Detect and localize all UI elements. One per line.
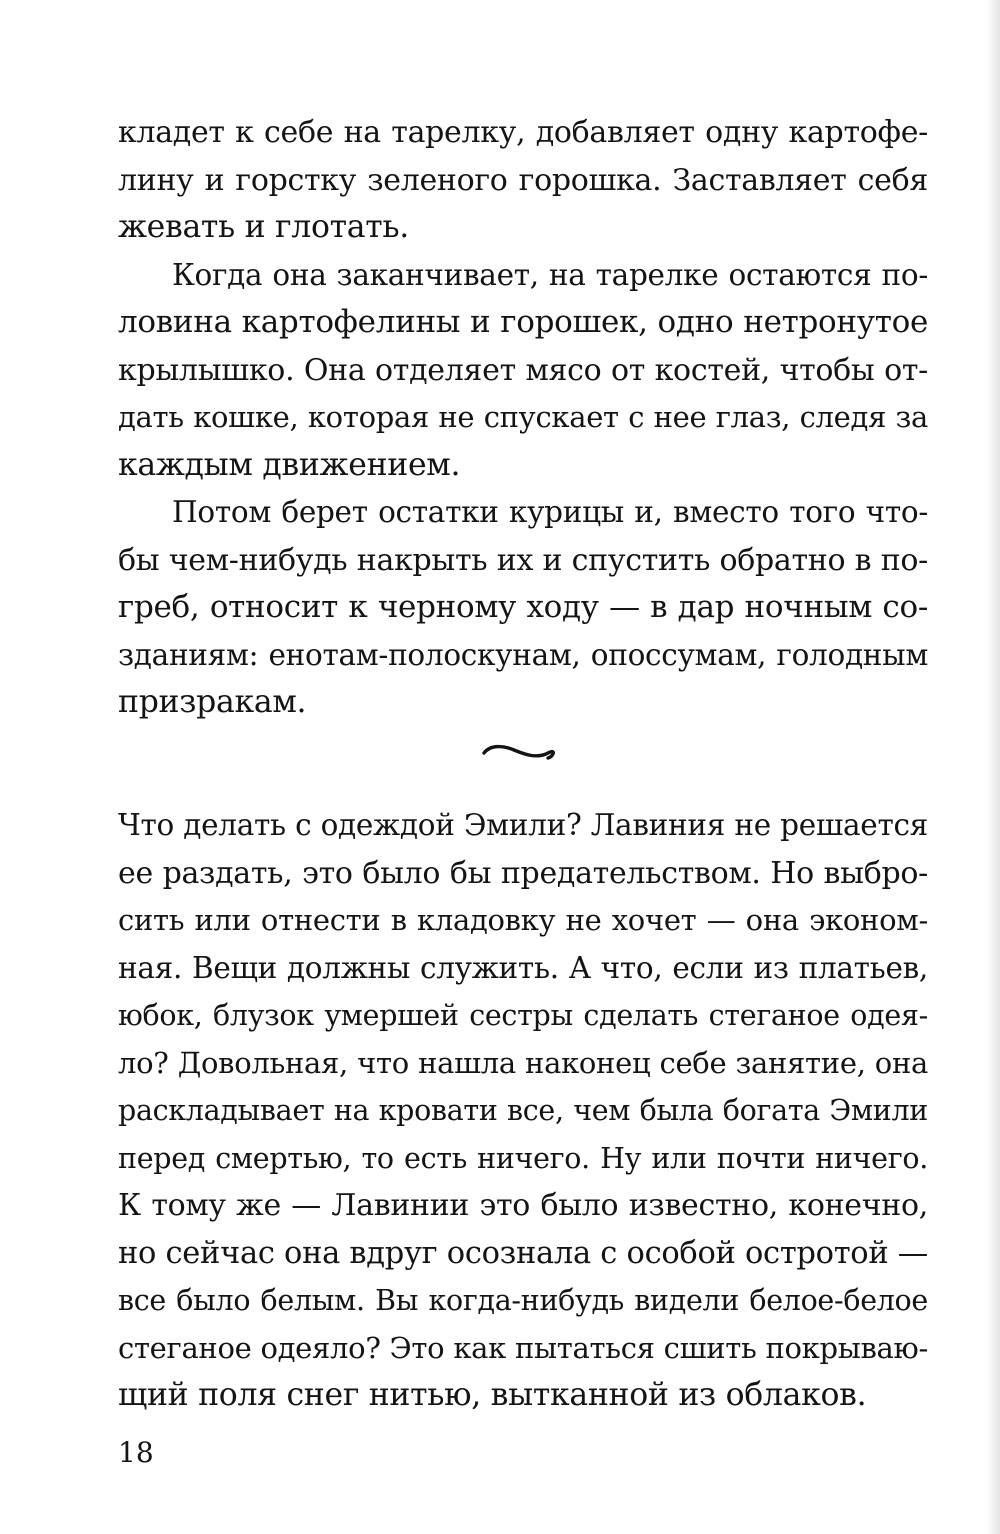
section-divider-ornament	[480, 740, 556, 770]
text-line: Что делать с одеждой Эмили? Лавиния не решается	[118, 808, 928, 842]
page-edge-shadow	[986, 0, 1000, 1534]
text-line: зданиям: енотам-полоскунам, опоссумам, голодным	[118, 637, 928, 672]
text-line: каждым движением.	[118, 446, 461, 483]
text-line: перед смертью, то есть ничего. Ну или почти ничего.	[118, 1141, 928, 1175]
text-block-top	[118, 109, 928, 727]
text-line: юбок, блузок умершей сестры сделать стеганое одея-	[118, 999, 928, 1032]
text-line: ная. Вещи должны служить. А что, если из платьев,	[118, 950, 928, 985]
text-line: К тому же — Лавинии это было известно, конечно,	[118, 1188, 928, 1223]
text-line: ловина картофелины и горошек, одно нетронутое	[118, 304, 928, 340]
text-line: крылышко. Она отделяет мясо от костей, чтобы от-	[118, 352, 928, 388]
text-line: греб, относит к черному ходу — в дар ночным со-	[118, 589, 928, 625]
text-line: но сейчас она вдруг осознала с особой остротой —	[118, 1235, 928, 1271]
paragraph-first-line: Потом берет остатки курицы и, вместо того что-	[172, 495, 928, 529]
text-line: бы чем-нибудь накрыть их и спустить обратно в по-	[118, 542, 928, 578]
text-line: раскладывает на кровати все, чем была богата Эмили	[118, 1094, 928, 1127]
text-line: стеганое одеяло? Это как пытаться сшить покрываю-	[118, 1330, 928, 1365]
text-line: ее раздать, это было бы предательством. Но выбро-	[118, 855, 928, 891]
text-line: жевать и глотать.	[118, 209, 409, 245]
text-line: кладет к себе на тарелку, добавляет одну картофе-	[118, 115, 928, 150]
paragraph-first-line: Когда она заканчивает, на тарелке остаются по-	[172, 257, 928, 292]
text-line: сить или отнести в кладовку не хочет — она эконом-	[118, 903, 928, 937]
text-block-bottom	[118, 802, 928, 1420]
text-line: щий поля снег нитью, вытканной из облаков.	[118, 1377, 867, 1413]
text-line: лину и горстку зеленого горошка. Заставляет себя	[118, 162, 928, 198]
text-line: дать кошке, которая не спускает с нее глаз, следя за	[118, 400, 928, 434]
text-line: ло? Довольная, что нашла наконец себе занятие, она	[118, 1045, 928, 1080]
text-line: все было белым. Вы когда-нибудь видели белое-белое	[118, 1284, 928, 1317]
page-number: 18	[118, 1436, 154, 1469]
text-line: призракам.	[118, 684, 307, 720]
